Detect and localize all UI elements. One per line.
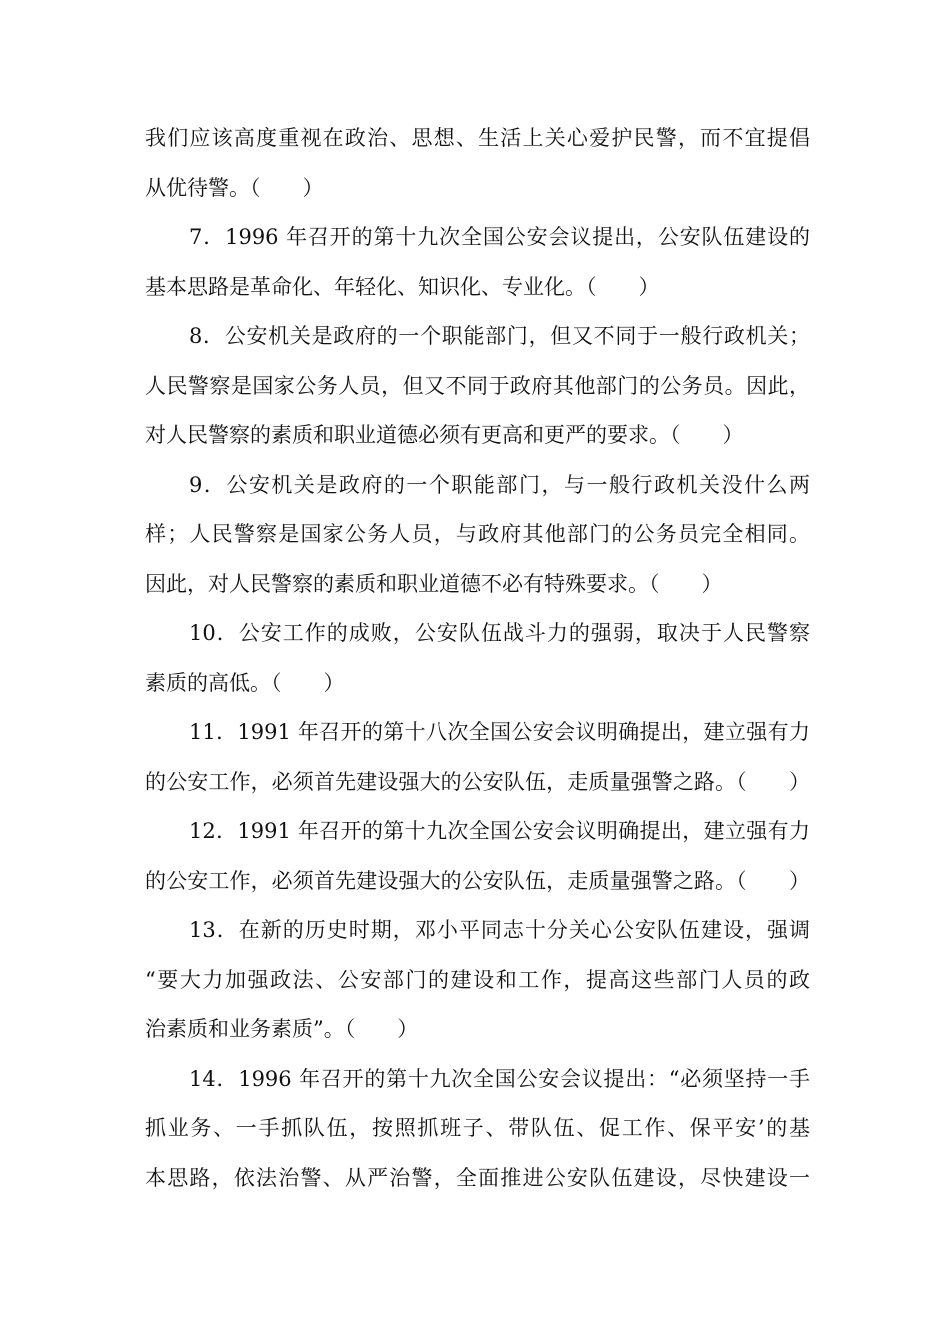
- question-14-line: 14．1996 年召开的第十九次全国公安会议提出：“必须坚持一手: [189, 1066, 810, 1091]
- question-9-line: 9．公安机关是政府的一个职能部门，与一般行政机关没什么两: [189, 472, 810, 497]
- text-line: 的公安工作，必须首先建设强大的公安队伍，走质量强警之路。（ ）: [145, 868, 810, 893]
- text-line: 基本思路是革命化、年轻化、知识化、专业化。（ ）: [145, 274, 660, 299]
- text-line: 人民警察是国家公务人员，但又不同于政府其他部门的公务员。因此，: [145, 373, 810, 398]
- text-line: 对人民警察的素质和职业道德必须有更高和更严的要求。（ ）: [145, 423, 744, 447]
- text-line: 本思路，依法治警、从严治警，全面推进公安队伍建设，尽快建设一: [145, 1165, 810, 1190]
- text-line: 因此，对人民警察的素质和职业道德不必有特殊要求。（ ）: [145, 571, 723, 596]
- text-line: “要大力加强政法、公安部门的建设和工作，提高这些部门人员的政: [145, 967, 810, 992]
- question-7-line: 7．1996 年召开的第十九次全国公安会议提出，公安队伍建设的: [189, 225, 810, 249]
- question-11-line: 11．1991 年召开的第十八次全国公安会议明确提出，建立强有力: [189, 720, 810, 744]
- text-line: 样；人民警察是国家公务人员，与政府其他部门的公务员完全相同。: [145, 522, 810, 546]
- text-line: 的公安工作，必须首先建设强大的公安队伍，走质量强警之路。（ ）: [145, 769, 810, 794]
- question-13-line: 13．在新的历史时期，邓小平同志十分关心公安队伍建设，强调: [189, 918, 810, 942]
- text-line: 从优待警。（ ）: [145, 175, 324, 200]
- document-body: [145, 114, 810, 1203]
- text-line: 治素质和业务素质”。（ ）: [145, 1017, 419, 1041]
- text-line: 我们应该高度重视在政治、思想、生活上关心爱护民警，而不宜提倡: [145, 126, 810, 150]
- question-10-line: 10．公安工作的成败，公安队伍战斗力的强弱，取决于人民警察: [189, 621, 810, 645]
- question-8-line: 8．公安机关是政府的一个职能部门，但又不同于一般行政机关；: [189, 324, 810, 348]
- text-line: 素质的高低。（ ）: [145, 670, 345, 695]
- question-12-line: 12．1991 年召开的第十九次全国公安会议明确提出，建立强有力: [189, 819, 810, 843]
- text-line: 抓业务、一手抓队伍，按照抓班子、带队伍、促工作、保平安’的基: [145, 1116, 810, 1140]
